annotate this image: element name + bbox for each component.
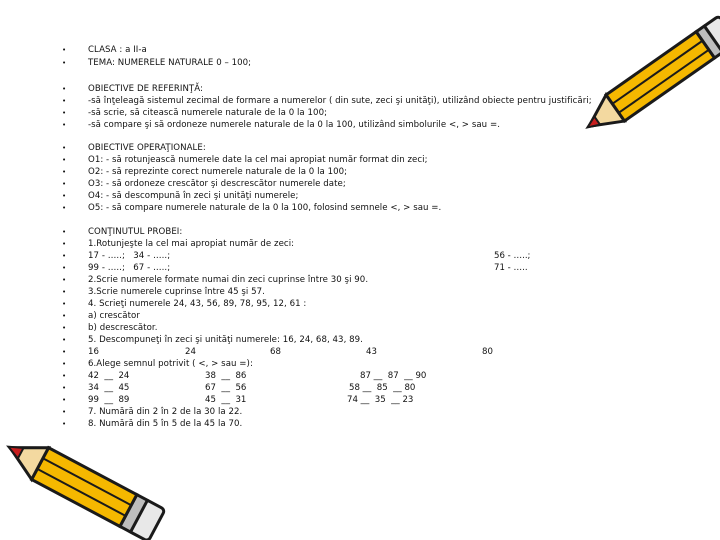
q5-value: 68: [270, 347, 281, 357]
bullet: •: [62, 252, 67, 260]
reference-objective-item: -să înţeleagă sistemul zecimal de formare a numerelor ( din sute, zeci şi unităţi), utilizând obiecte pentru justificări;: [88, 96, 592, 106]
q6-item: 74 __ 35 __ 23: [347, 395, 414, 405]
bullet: •: [62, 168, 67, 176]
operational-objective-item: O3: - să ordoneze crescător şi descrescător numerele date;: [88, 179, 346, 189]
operational-objective-item: O1: - să rotunjească numerele date la cel mai apropiat număr format din zeci;: [88, 155, 428, 165]
question-4b: b) descrescător.: [88, 323, 158, 333]
bullet: •: [62, 396, 67, 404]
question-8: 8. Numără din 5 în 5 de la 45 la 70.: [88, 419, 243, 429]
bullet: •: [62, 288, 67, 296]
q6-item: 99 __ 89: [88, 395, 130, 405]
bullet: •: [62, 180, 67, 188]
test-content-title: CONŢINUTUL PROBEI:: [88, 227, 183, 237]
bullet: •: [62, 420, 67, 428]
operational-objective-item: O5: - să compare numerele naturale de la 0 la 100, folosind semnele <, > sau =.: [88, 203, 442, 213]
q5-value: 16: [88, 347, 99, 357]
bullet: •: [62, 228, 67, 236]
bullet: •: [62, 59, 67, 67]
bullet: •: [62, 156, 67, 164]
question-4: 4. Scrieţi numerele 24, 43, 56, 89, 78, 95, 12, 61 :: [88, 299, 307, 309]
bullet: •: [62, 240, 67, 248]
bullet: •: [62, 204, 67, 212]
question-1: 1.Rotunjeşte la cel mai apropiat număr de zeci:: [88, 239, 295, 249]
question-1-row-2: 99 - …..; 67 - …..;: [88, 263, 171, 273]
reference-objectives-title: OBIECTIVE DE REFERINŢĂ:: [88, 84, 203, 94]
bullet: •: [62, 46, 67, 54]
q5-value: 80: [482, 347, 493, 357]
question-1-row-2-right: 71 - …..: [494, 263, 528, 273]
bullet: •: [62, 85, 67, 93]
q5-value: 24: [185, 347, 196, 357]
bullet: •: [62, 109, 67, 117]
question-1-row-1: 17 - …..; 34 - …..;: [88, 251, 171, 261]
reference-objective-item: -să compare şi să ordoneze numerele naturale de la 0 la 100, utilizând simbolurile <, > sau =.: [88, 120, 500, 130]
bullet: •: [62, 192, 67, 200]
pencil-bottom-left-icon: [0, 430, 170, 540]
bullet: •: [62, 372, 67, 380]
bullet: •: [62, 300, 67, 308]
operational-objective-item: O2: - să reprezinte corect numerele naturale de la 0 la 100;: [88, 167, 348, 177]
question-2: 2.Scrie numerele formate numai din zeci cuprinse între 30 şi 90.: [88, 275, 369, 285]
bullet: •: [62, 264, 67, 272]
bullet: •: [62, 312, 67, 320]
bullet: •: [62, 324, 67, 332]
question-4a: a) crescător: [88, 311, 140, 321]
operational-objectives-title: OBIECTIVE OPERAŢIONALE:: [88, 143, 206, 153]
bullet: •: [62, 276, 67, 284]
question-5: 5. Descompuneţi în zeci şi unităţi numerele: 16, 24, 68, 43, 89.: [88, 335, 363, 345]
question-1-row-1-right: 56 - …..;: [494, 251, 531, 261]
bullet: •: [62, 408, 67, 416]
bullet: •: [62, 144, 67, 152]
q6-item: 58 __ 85 __ 80: [349, 383, 416, 393]
q6-item: 34 __ 45: [88, 383, 130, 393]
q6-item: 38 __ 86: [205, 371, 247, 381]
q6-item: 87 __ 87 __ 90: [360, 371, 427, 381]
operational-objective-item: O4: - să descompună în zeci şi unităţi numerele;: [88, 191, 299, 201]
class-line: CLASA : a II-a: [88, 45, 147, 55]
q5-value: 43: [366, 347, 377, 357]
bullet: •: [62, 121, 67, 129]
q6-item: 45 __ 31: [205, 395, 247, 405]
question-7: 7. Numără din 2 în 2 de la 30 la 22.: [88, 407, 243, 417]
bullet: •: [62, 97, 67, 105]
bullet: •: [62, 360, 67, 368]
pencil-top-right-icon: [578, 0, 720, 170]
theme-line: TEMA: NUMERELE NATURALE 0 – 100;: [88, 58, 252, 68]
q6-item: 42 __ 24: [88, 371, 130, 381]
bullet: •: [62, 348, 67, 356]
reference-objective-item: -să scrie, să citească numerele naturale de la 0 la 100;: [88, 108, 328, 118]
q6-item: 67 __ 56: [205, 383, 247, 393]
bullet: •: [62, 384, 67, 392]
question-6: 6.Alege semnul potrivit ( <, > sau =):: [88, 359, 253, 369]
bullet: •: [62, 336, 67, 344]
question-3: 3.Scrie numerele cuprinse între 45 şi 57.: [88, 287, 265, 297]
